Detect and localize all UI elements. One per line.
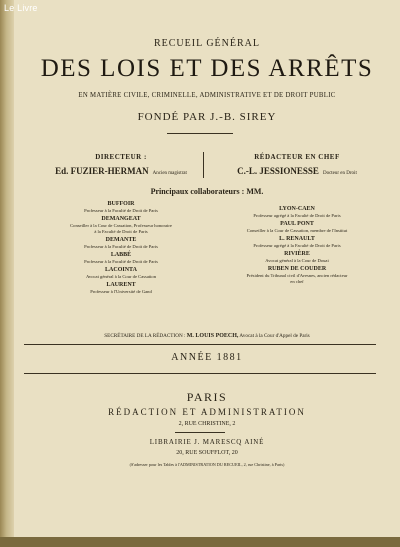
collaborator-title: Professeur agrégé à la Faculté de Droit de Paris	[253, 243, 341, 248]
secretary-suffix: Avocat à la Cour d'Appel de Paris	[239, 333, 310, 339]
director-title: Ancien magistrat	[152, 171, 187, 176]
collaborator-title: Avocat général à la Cour de Douai	[265, 258, 329, 263]
collaborator-entry	[208, 220, 386, 234]
collaborator-title: Professeur à la Faculté de Droit de Paris	[84, 208, 158, 213]
editor-block	[208, 153, 386, 179]
director-name: Ed. FUZIER-HERMAN	[55, 166, 149, 176]
bottom-edge	[0, 537, 400, 547]
collaborator-name: LYON-CAEN	[279, 206, 315, 212]
collaborator-title: Professeur à la Faculté de Droit de Paris	[84, 244, 158, 249]
editor-role: RÉDACTEUR EN CHEF	[254, 153, 340, 161]
collaborator-entry	[40, 200, 202, 214]
subtitle: EN MATIÈRE CIVILE, CRIMINELLE, ADMINISTRATIVE ET DE DROIT PUBLIC	[78, 92, 336, 99]
publisher: LIBRAIRIE J. MARESCQ AINÉ	[149, 438, 265, 446]
collaborator-name: DEMANTE	[105, 237, 137, 243]
collaborator-title: Professeur à l'Université de Gand	[90, 289, 152, 294]
collaborator-name: LAURENT	[106, 282, 136, 288]
collaborator-name: RIVIÈRE	[284, 251, 310, 257]
collaborator-name: RUBEN DE COUDER	[267, 266, 327, 272]
collaborator-name: DEMANGEAT	[101, 216, 141, 222]
collaborator-entry	[208, 265, 386, 285]
divider-top	[24, 344, 376, 345]
collaborator-title: à la Faculté de Droit de Paris	[94, 229, 148, 234]
collaborators-heading: Principaux collaborateurs : MM.	[150, 187, 264, 196]
column-divider	[203, 152, 204, 178]
collaborator-title: Conseiller à la Cour de Cassation, membre de l'Institut	[246, 228, 348, 233]
director-role: DIRECTEUR :	[95, 153, 147, 161]
collaborator-entry	[40, 236, 202, 250]
collaborator-entry	[40, 281, 202, 295]
collaborator-entry	[208, 235, 386, 249]
main-title: DES LOIS ET DES ARRÊTS	[40, 55, 374, 82]
collaborator-name: LACOINTA	[105, 267, 137, 273]
secretary-prefix: SECRÉTAIRE DE LA RÉDACTION :	[104, 333, 186, 339]
director-block	[40, 153, 202, 179]
imprint-line: RÉDACTION ET ADMINISTRATION	[108, 407, 306, 417]
collaborator-title: Professeur agrégé à la Faculté de Droit de Paris	[253, 213, 341, 218]
collaborator-name: PAUL PONT	[280, 221, 314, 227]
collaborator-entry	[40, 266, 202, 280]
secretary-name: M. LOUIS POECH,	[186, 333, 239, 339]
collaborator-title: Avocat général à la Cour de Cassation	[85, 274, 157, 279]
binding-gutter	[0, 0, 14, 547]
collaborator-title: Conseiller à la Cour de Cassation, Professeur honoraire	[70, 223, 172, 228]
founder-line: FONDÉ PAR J.-B. SIREY	[137, 111, 277, 123]
secretary-line	[14, 333, 400, 339]
divider-bottom	[24, 373, 376, 374]
collaborator-entry	[40, 251, 202, 265]
director-line	[40, 161, 202, 179]
collaborator-name: LABBÉ	[110, 252, 132, 258]
collaborator-entry	[208, 250, 386, 264]
editor-name: C.-L. JESSIONESSE	[237, 166, 319, 176]
editor-line	[208, 161, 386, 179]
collaborator-title: Président du Tribunal civil d'Avesnes, ancien rédacteur	[246, 273, 348, 278]
tables-note: (S'adresser pour les Tables à l'ADMINISTRATION DU RECUEIL, 2, rue Christine, à Paris)	[129, 462, 285, 467]
divider	[167, 133, 233, 134]
editor-title: Docteur en Droit	[322, 171, 357, 176]
collection-title: RECUEIL GÉNÉRAL	[153, 38, 260, 49]
collaborator-entry	[208, 205, 386, 219]
collaborator-title: en chef	[290, 279, 304, 284]
imprint-address: 2, RUE CHRISTINE, 2	[178, 421, 236, 427]
publisher-address: 20, RUE SOUFFLOT, 20	[176, 450, 238, 456]
collaborator-title: Professeur à la Faculté de Droit de Paris	[84, 259, 158, 264]
imprint-city: PARIS	[186, 390, 228, 404]
collaborator-name: BUFFOIR	[107, 201, 135, 207]
watermark-logo: Le Livre	[4, 3, 38, 13]
collaborator-entry	[40, 215, 202, 235]
collaborators-left	[40, 200, 202, 296]
collaborators-right	[208, 205, 386, 286]
collaborator-name: L. RENAULT	[279, 236, 315, 242]
year: ANNÉE 1881	[171, 352, 243, 363]
divider-mini	[175, 432, 225, 433]
